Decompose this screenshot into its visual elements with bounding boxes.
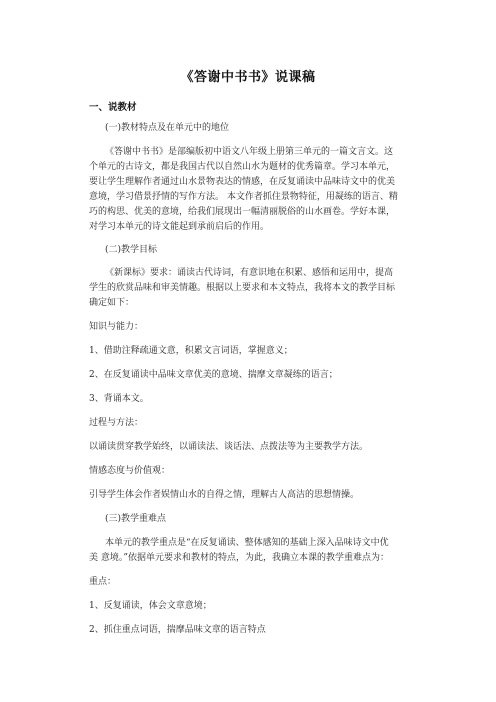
key-points-label: 重点： bbox=[89, 577, 117, 587]
subheading-material-features: (一)教材特点及在单元中的地位 bbox=[105, 123, 230, 133]
section-heading-teaching-material: 一、说教材 bbox=[89, 102, 137, 113]
paragraph-line: 学生的欣赏品味和审美情趣。根据以上要求和本文特点，我将本文的教学目标 bbox=[89, 283, 396, 293]
list-item: 1、反复诵读，体会文章意境； bbox=[89, 601, 212, 611]
paragraph-line: 个单元的古诗文，都是我国古代以自然山水为题材的优秀篇章。学习本单元， bbox=[89, 162, 396, 172]
paragraph-line: 确定如下： bbox=[89, 298, 135, 308]
list-item: 2、在反复诵读中品味文章优美的意境、揣摩文章凝练的语言； bbox=[89, 370, 338, 380]
knowledge-ability-label: 知识与能力： bbox=[89, 322, 144, 332]
emotion-values-text: 引导学生体会作者娱情山水的自得之情，理解古人高洁的思想情操。 bbox=[89, 490, 360, 500]
paragraph-line: 美 意境。”依据单元要求和教材的特点，为此，我确立本课的教学重难点为： bbox=[89, 553, 389, 563]
paragraph-line: 巧的构思、优美的意境，给我们展现出一幅清丽脱俗的山水画卷。学好本课， bbox=[89, 207, 396, 217]
list-item: 1、借助注释疏通文意，积累文言词语，掌握意义； bbox=[89, 346, 293, 356]
emotion-values-label: 情感态度与价值观： bbox=[89, 466, 171, 476]
document-title: 《答谢中书书》说课稿 bbox=[180, 70, 316, 85]
paragraph-line: 对学习本单元的诗文能起到承前启后的作用。 bbox=[89, 222, 270, 232]
list-item: 3、背诵本文。 bbox=[89, 394, 149, 404]
paragraph-line: 本单元的教学重点是“在反复诵读、整体感知的基础上深入品味诗文中优 bbox=[105, 538, 389, 548]
list-item: 2、抓住重点词语，揣摩品味文章的语言特点 bbox=[89, 625, 266, 635]
subheading-teaching-goals: (二)教学目标 bbox=[105, 245, 158, 255]
paragraph-line: 意境，学习借景抒情的写作方法。 本文作者抓住景物特征，用凝练的语言、精 bbox=[89, 192, 398, 202]
process-method-label: 过程与方法： bbox=[89, 418, 144, 428]
paragraph-line: 《新课标》要求：诵读古代诗词，有意识地在积累、感悟和运用中，提高 bbox=[105, 268, 394, 278]
paragraph-line: 要让学生理解作者通过山水景物表达的情感，在反复诵读中品味诗文中的优美 bbox=[89, 177, 396, 187]
paragraph-line: 《答谢中书书》是部编版初中语文八年级上册第三单元的一篇文言文。这 bbox=[105, 147, 394, 157]
subheading-key-difficult-points: (三)教学重难点 bbox=[105, 514, 167, 524]
process-method-text: 以诵读贯穿教学始终，以诵读法、谈话法、点拨法等为主要教学方法。 bbox=[89, 442, 369, 452]
